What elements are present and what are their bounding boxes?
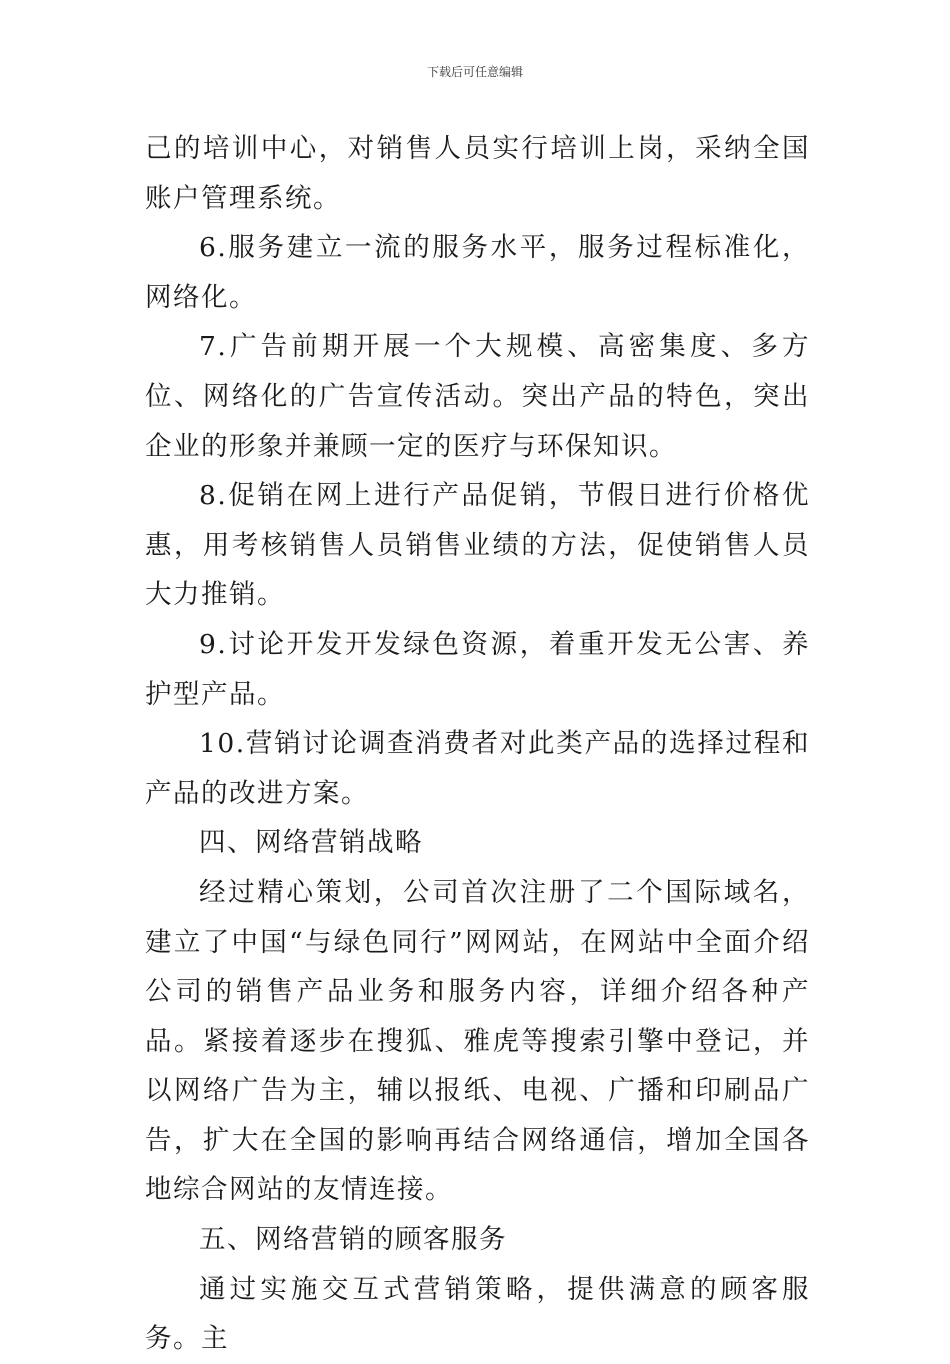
page-header: 下载后可任意编辑	[426, 65, 523, 79]
section-heading-customer-service: 五、网络营销的顾客服务	[199, 1224, 507, 1256]
paragraph-marketing-research: 10.营销讨论调查消费者对此类产品的选择过程和产品的改进方案。	[145, 728, 810, 809]
paragraph-service: 6.服务建立一流的服务水平，服务过程标准化，网络化。	[145, 232, 810, 313]
paragraph-network-strategy: 经过精心策划，公司首次注册了二个国际域名，建立了中国“与绿色同行”网网站，在网站中全面介绍公司的销售产品业务和服务内容，详细介绍各种产品。紧接着逐步在搜狐、雅虎等搜索引擎中登记，并以网络广告为主，辅以报纸、电视、广播和印刷品广告，扩大在全国的影响再结合网络通信，增加全国各地综合网站的友情连接。	[145, 876, 810, 1206]
document-body	[145, 124, 810, 1364]
paragraph-advertising: 7.广告前期开展一个大规模、高密集度、多方位、网络化的广告宣传活动。突出产品的特色，突出企业的形象并兼顾一定的医疗与环保知识。	[145, 331, 810, 462]
paragraph-customer-service: 通过实施交互式营销策略，提供满意的顾客服务。主	[145, 1273, 810, 1355]
section-heading-network-strategy: 四、网络营销战略	[199, 827, 423, 859]
paragraph-promotion: 8.促销在网上进行产品促销，节假日进行价格优惠，用考核销售人员销售业绩的方法，促使销售人员大力推销。	[145, 480, 810, 611]
paragraph-research-development: 9.讨论开发开发绿色资源，着重开发无公害、养护型产品。	[145, 628, 810, 710]
paragraph-account-management: 己的培训中心，对销售人员实行培训上岗，采纳全国账户管理系统。	[145, 133, 810, 214]
